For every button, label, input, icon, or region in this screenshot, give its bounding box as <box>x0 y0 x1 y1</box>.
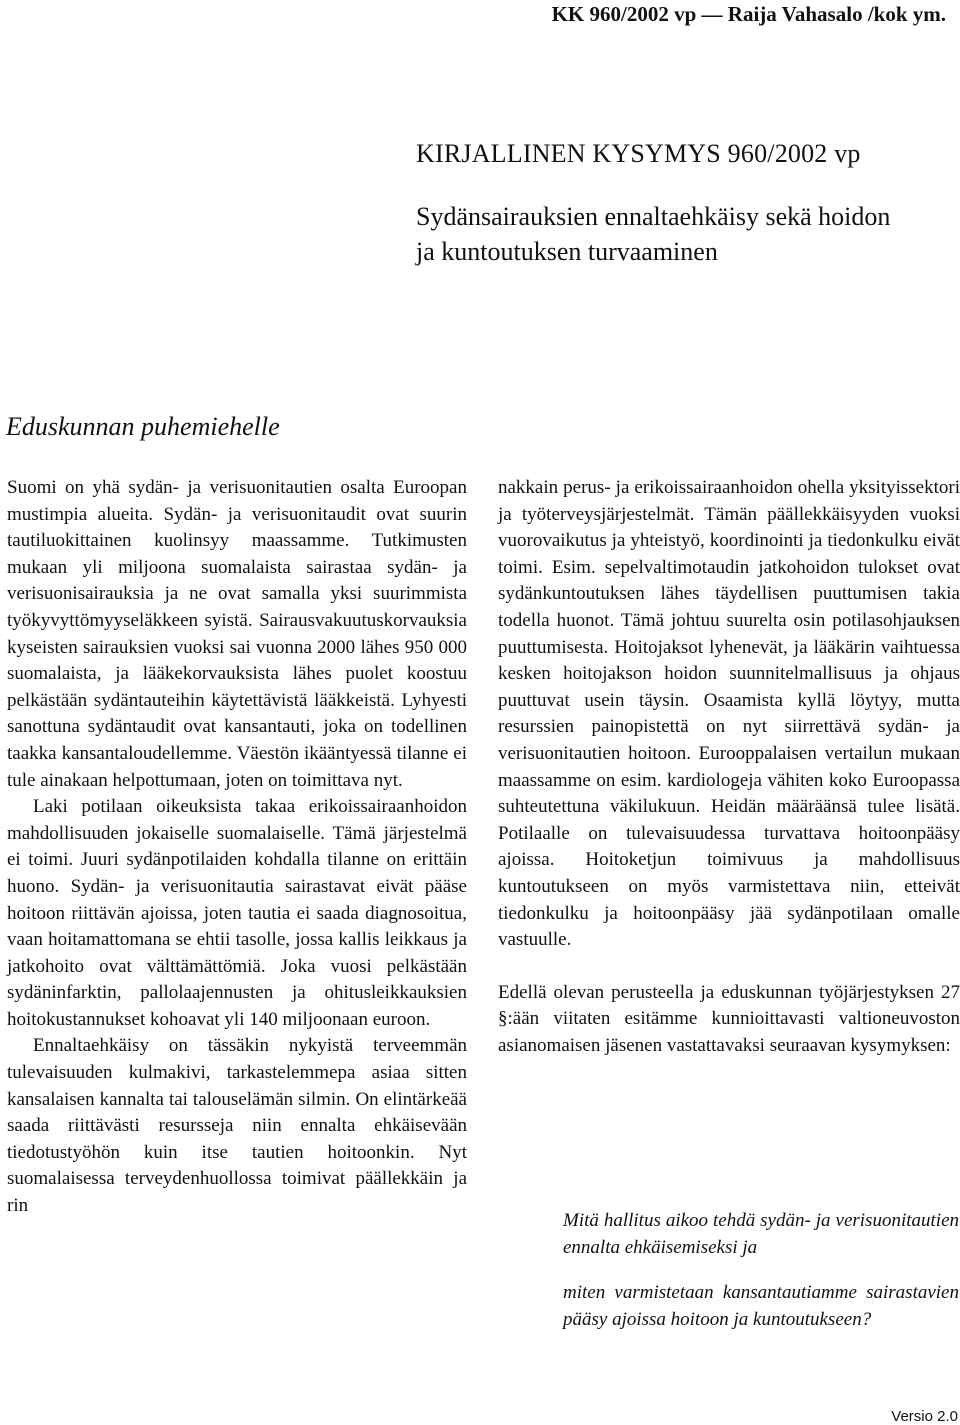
body-paragraph-2: Laki potilaan oikeuksista takaa erikoissairaanhoidon mahdollisuuden jokaiselle suomalaiselle. Tämä järjestelmä ei toimi. Juuri sydänpotilaiden kohdalla tilanne on erittäin huono. Sydän- ja verisuonitautia sairastavat eivät pääse hoitoon riittävän ajoissa, joten tautia ei saada diagnosoitua, vaan hoitamattomana se ehtii tasolle, jossa kallis leikkaus ja jatkohoito ovat välttämättömiä. Joka vuosi pelkästään sydäninfarktin, pallolaajennusten ja ohitusleikkauksien hoitokustannukset kohoavat yli 140 miljoonaan euroon. <box>7 796 467 1030</box>
document-reference-header: KK 960/2002 vp — Raija Vahasalo /kok ym. <box>551 2 946 26</box>
document-subtitle <box>416 199 890 269</box>
body-paragraph-request: Edellä olevan perusteella ja eduskunnan työjärjestyksen 27 §:ään viitaten esitämme kunnioittavasti valtioneuvoston asianomaisen jäsenen vastattavaksi seuraavan kysymyksen: <box>498 981 960 1056</box>
body-paragraph-continued: nakkain perus- ja erikoissairaanhoidon ohella yksityissektori ja työterveysjärjestelmät. Tämän päällekkäisyyden vuoksi vuorovaikutus ja yhteistyö, koordinointi ja tiedonkulku eivät toimi. Esim. sepelvaltimotaudin jatkohoidon tulokset ovat sydänkuntoutuksen lähes täydellisen puuttumisen takia todella huonot. Tämä johtuu suurelta osin potilasohjauksen puuttumisesta. Hoitojaksot lyhenevät, ja lääkärin vaihtuessa kesken hoitojakson hoidon suunnitelmallisuus ja ohjaus puuttuvat usein täysin. Osaamista kyllä löytyy, mutta resurssien painopistettä on nyt siirrettävä sydän- ja verisuonitautien hoitoon. Eurooppalaisen vertailun mukaan maassamme on esim. kardiologeja vähiten koko Euroopassa suhteutettuna väkilukuun. Heidän määräänsä tulee lisätä. Potilaalle on tulevaisuudessa turvattava hoitoonpääsy ajoissa. Hoitoketjun toimivuus ja mahdollisuus kuntoutukseen on myös varmistettava niin, etteivät tiedonkulku ja hoitoonpääsy jää sydänpotilaan omalle vastuulle. <box>498 477 960 951</box>
subtitle-line-2: ja kuntoutuksen turvaaminen <box>416 237 718 266</box>
body-paragraph-3: Ennaltaehkäisy on tässäkin nykyistä terveemmän tulevaisuuden kulmakivi, tarkastelemmepa asiaa sitten kansalaisen kannalta tai talouselämän silmin. On elintärkeää saada riittävästi resursseja niin ennalta ehkäisevään tiedotustyöhön kuin itse tautien hoitoonkin. Nyt suomalaisessa terveydenhuollossa toimivat päällekkäin ja rin <box>7 1035 467 1217</box>
body-paragraph-1: Suomi on yhä sydän- ja verisuonitautien osalta Euroopan mustimpia alueita. Sydän- ja verisuonitaudit ovat suurin tautiluokittainen kuolinsyy maassamme. Tutkimusten mukaan yli miljoona suomalaista sairastaa sydän- ja verisuonisairauksia ja ne ovat samalla yksi suurimmista työkyvyttömyyseläkkeen syistä. Sairausvakuutuskorvauksia kyseisten sairauksien vuoksi sai vuonna 2000 lähes 950 000 suomalaista, ja lääkekorvauksista lähes puolet koostuu pelkästään sydäntauteihin käytettävistä lääkkeistä. Lyhyesti sanottuna sydäntaudit ovat kansantauti, joka on todellinen taakka kansantaloudellemme. Väestön ikääntyessä tilanne ei tule ainakaan helpottumaan, joten on toimittava nyt. <box>7 477 467 791</box>
document-title: KIRJALLINEN KYSYMYS 960/2002 vp <box>416 139 861 168</box>
question-1: Mitä hallitus aikoo tehdä sydän- ja verisuonitautien ennalta ehkäisemiseksi ja <box>563 1210 959 1258</box>
version-footer: Versio 2.0 <box>891 1408 958 1425</box>
question-2: miten varmistetaan kansantautiamme sairastavien pääsy ajoissa hoitoon ja kuntoutukseen? <box>563 1282 959 1330</box>
addressee-heading: Eduskunnan puhemiehelle <box>6 412 280 441</box>
body-column-right <box>498 475 960 1059</box>
subtitle-line-1: Sydänsairauksien ennaltaehkäisy sekä hoidon <box>416 202 891 231</box>
body-column-left <box>7 475 467 1220</box>
